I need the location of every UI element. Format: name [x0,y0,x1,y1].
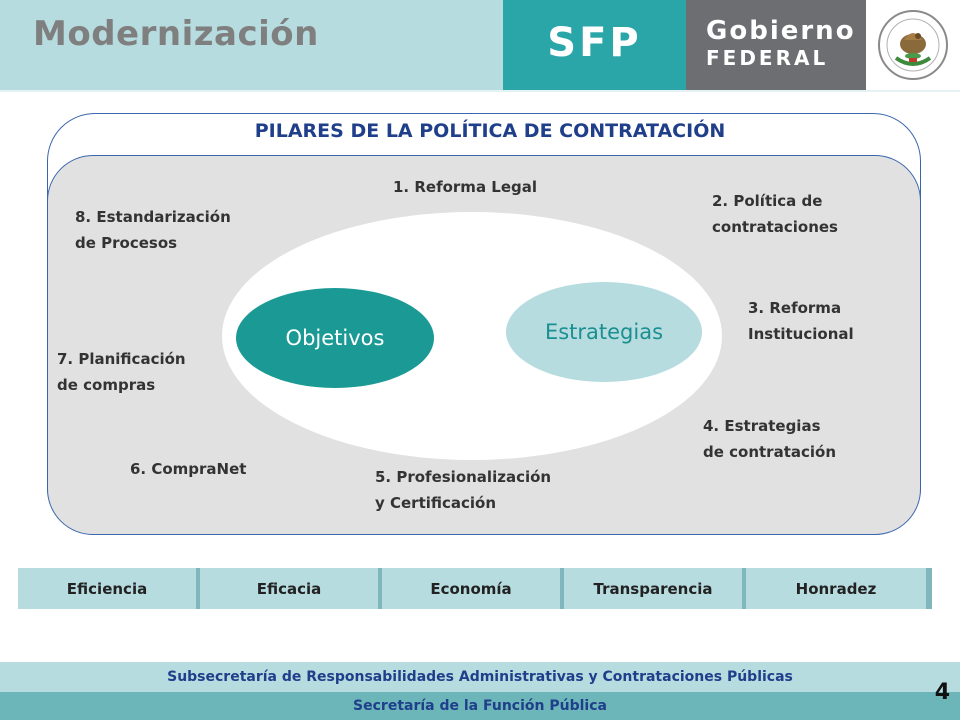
footer-secretaria: Secretaría de la Función Pública [0,692,960,720]
pillar-label-line2: de contratación [703,443,837,461]
pillar-estandarizacion-procesos [75,204,231,256]
value-label: Transparencia [564,568,742,609]
objetivos-ellipse: Objetivos [236,288,434,388]
footer-subsecretaria: Subsecretaría de Responsabilidades Administrativas y Contrataciones Públicas [0,662,960,692]
sfp-logo [503,0,686,90]
value-honradez [746,568,932,609]
pillar-reforma-legal [393,174,537,200]
pillar-profesionalizacion [375,464,551,516]
pillar-planificacion-compras [57,346,186,398]
pillar-label-line1: 7. Planificación [57,350,186,368]
value-transparencia [564,568,748,609]
value-eficacia [200,568,384,609]
pillar-label-line2: contrataciones [712,218,838,236]
gobierno-federal-logo [686,0,866,90]
value-side [926,568,932,609]
value-label: Honradez [746,568,926,609]
value-label: Eficiencia [18,568,196,609]
pillar-label-line1: 1. Reforma Legal [393,178,538,196]
pillar-label-line2: de compras [57,376,156,394]
page-title: Modernización [33,14,319,54]
value-label: Economía [382,568,560,609]
pillar-label-line1: 3. Reforma [748,299,842,317]
mexico-seal [866,0,960,90]
federal-text: FEDERAL [706,46,829,70]
header-divider [0,90,960,92]
pillar-label-line1: 4. Estrategias [703,417,821,435]
value-economia [382,568,566,609]
mexican-eagle-seal-icon [866,0,960,90]
pillar-label-line1: 2. Política de [712,192,823,210]
pillar-estrategias-contratacion [703,413,836,465]
pillar-compranet [130,456,246,482]
pillar-politica-contrataciones [712,188,838,240]
pillar-label-line1: 5. Profesionalización [375,468,552,486]
page-number: 4 [934,680,950,705]
pillar-label-line2: Institucional [748,325,854,343]
sfp-logo-text: SFP [547,20,642,66]
estrategias-ellipse: Estrategias [506,282,702,382]
pillar-label-line2: de Procesos [75,234,178,252]
value-eficiencia [18,568,202,609]
value-label: Eficacia [200,568,378,609]
pillar-reforma-institucional [748,295,854,347]
pillar-label-line1: 8. Estandarización [75,208,231,226]
pillar-label-line2: y Certificación [375,494,497,512]
header-banner [0,0,503,90]
pillar-label-line1: 6. CompraNet [130,460,247,478]
diagram-title: PILARES DE LA POLÍTICA DE CONTRATACIÓN [254,120,726,142]
gobierno-text: Gobierno [706,16,856,46]
